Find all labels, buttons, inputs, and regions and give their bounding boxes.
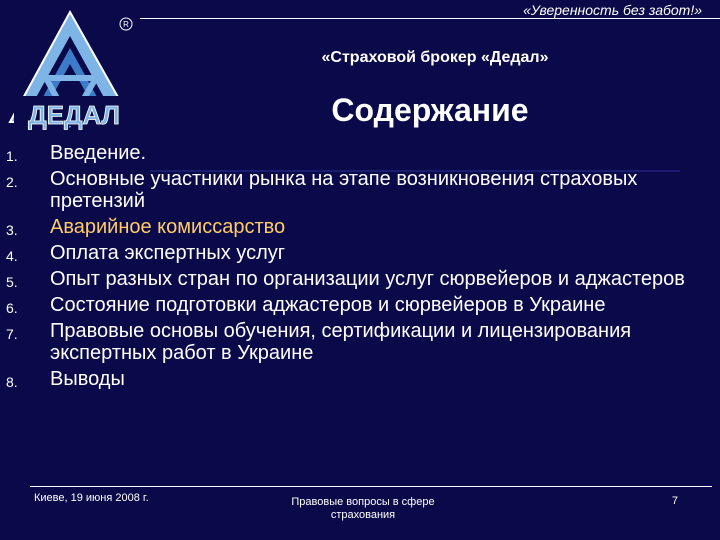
list-item [0,216,710,238]
footer-topic: Правовые вопросы в сфере страхования [291,496,435,521]
broker-name: «Страховой брокер «Дедал» [321,49,549,66]
list-item [0,294,710,316]
list-item-number: 4. [6,248,18,264]
page-number: 7 [671,495,678,507]
list-item-label: Оплата экспертных услуг [50,242,286,264]
list-item [0,242,710,264]
page-title: Содержание [331,92,529,128]
footer-date: Киеве, 19 июня 2008 г. [34,492,149,504]
footer-divider [30,486,712,487]
list-item-label: Введение. [50,142,147,164]
list-item [0,268,710,290]
list-item-number: 7. [6,326,18,342]
logo-text: ДЕДАЛ [28,100,120,130]
svg-text:R: R [123,20,129,29]
list-item [0,368,710,390]
list-item-label: Выводы [50,368,125,390]
list-item-label: Аварийное комиссарство [50,216,286,238]
list-item [0,320,710,364]
list-item-number: 5. [6,274,18,290]
list-item-number: 6. [6,300,18,316]
list-item [0,142,710,164]
list-item [0,168,710,212]
list-item-number: 8. [6,374,18,390]
list-item-label: Основные участники рынка на этапе возникновения страховых претензий [50,168,638,212]
list-item-number: 1. [6,148,18,164]
list-item-label: Правовые основы обучения, сертификации и лицензирования экспертных работ в Украине [50,320,632,364]
slogan: «Уверенность без забот!» [523,2,702,18]
list-item-label: Состояние подготовки аджастеров и сюрвейеров в Украине [50,294,606,316]
slogan-divider [140,18,720,19]
list-item-number: 3. [6,222,18,238]
contents-list [0,142,710,394]
list-item-number: 2. [6,174,18,190]
list-item-label: Опыт разных стран по организации услуг сюрвейеров и аджастеров [50,268,685,290]
dedal-logo [8,6,138,134]
